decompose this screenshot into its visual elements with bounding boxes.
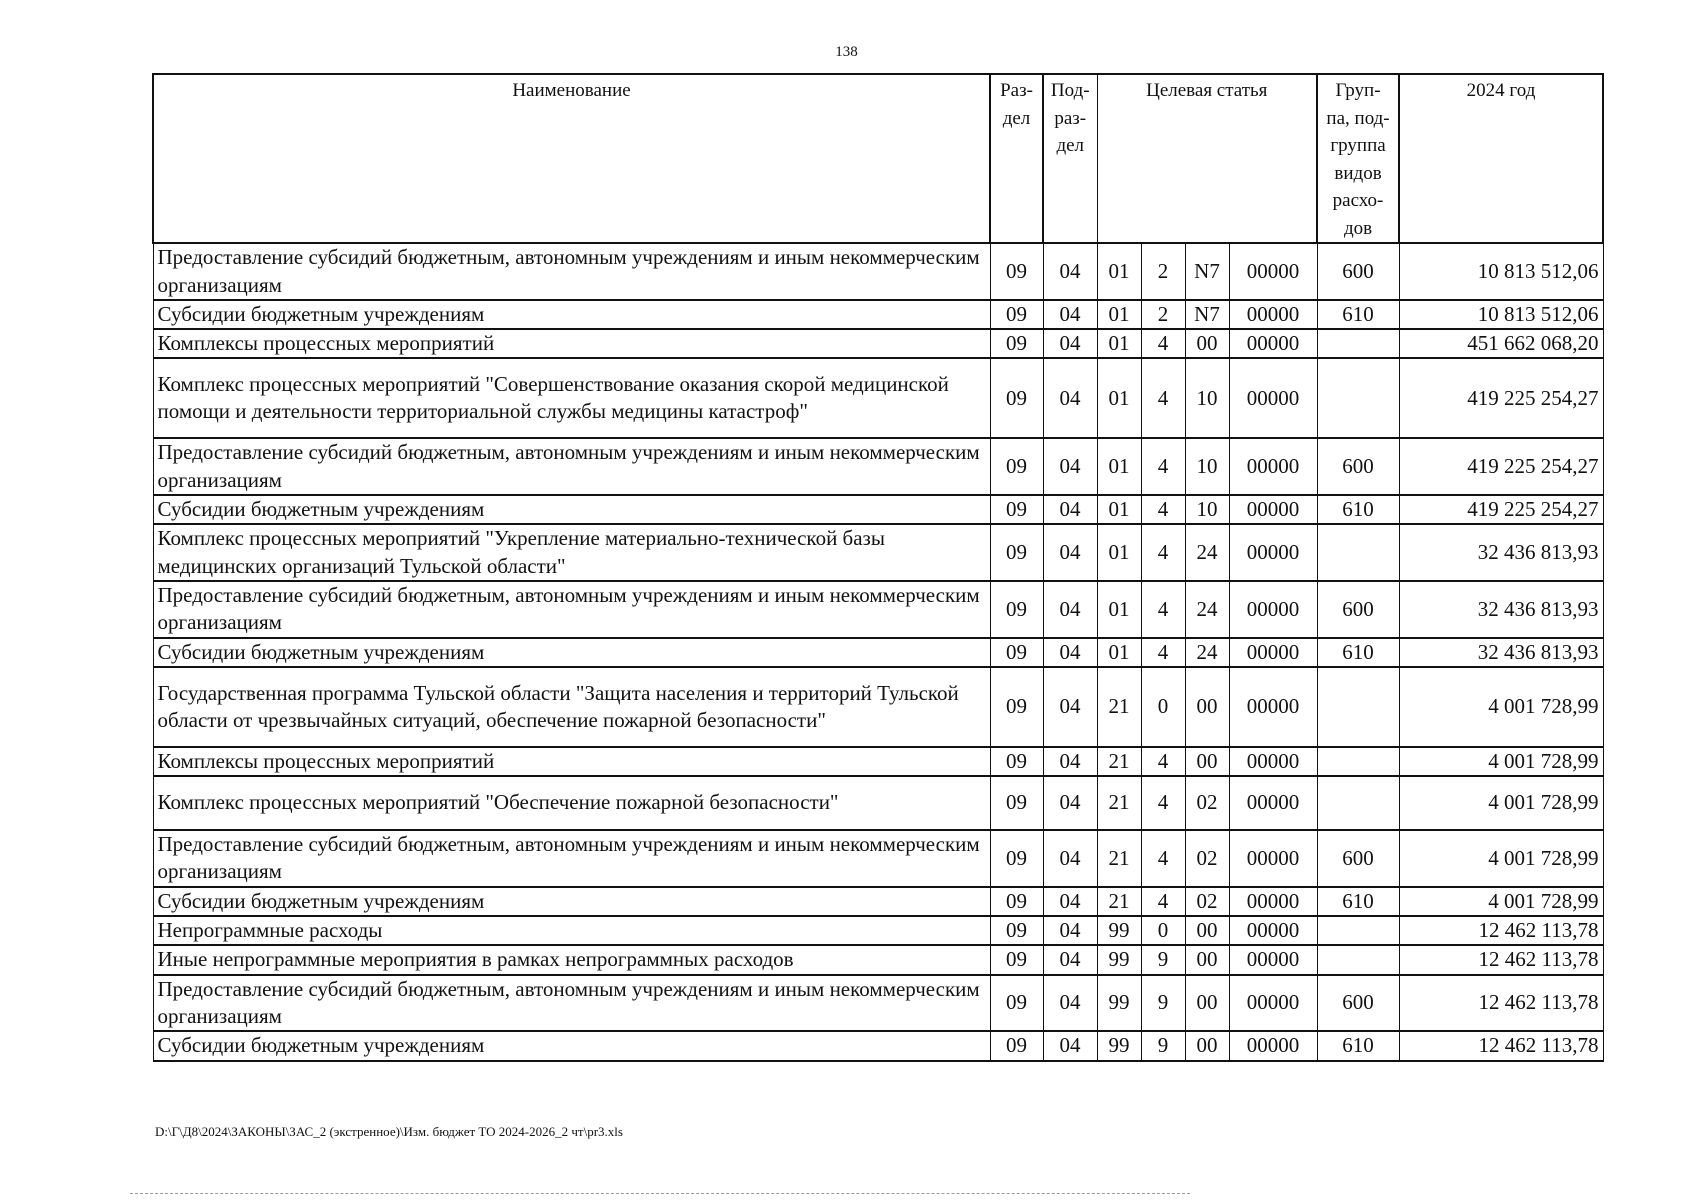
row-expense-direction: 00000 <box>1229 495 1317 524</box>
row-expense-direction: 00000 <box>1229 945 1317 974</box>
row-section: 09 <box>990 1031 1043 1060</box>
row-name: Комплекс процессных мероприятий "Совершенствование оказания скорой медицинской помощи и деятельности территориальной службы медицины катастроф" <box>153 358 990 438</box>
table-row <box>153 887 1603 916</box>
row-subprogram: 4 <box>1141 887 1185 916</box>
row-program: 99 <box>1097 1031 1141 1060</box>
row-amount: 419 225 254,27 <box>1399 438 1603 495</box>
row-name: Непрограммные расходы <box>153 916 990 945</box>
row-program: 21 <box>1097 887 1141 916</box>
row-subsection: 04 <box>1043 300 1097 329</box>
row-program: 99 <box>1097 916 1141 945</box>
row-expense-direction: 00000 <box>1229 916 1317 945</box>
row-expense-direction: 00000 <box>1229 300 1317 329</box>
row-expense-group <box>1317 776 1399 830</box>
row-subprogram: 9 <box>1141 975 1185 1032</box>
row-expense-group <box>1317 747 1399 776</box>
row-section: 09 <box>990 887 1043 916</box>
row-section: 09 <box>990 916 1043 945</box>
row-program: 01 <box>1097 495 1141 524</box>
row-subsection: 04 <box>1043 667 1097 747</box>
row-name: Предоставление субсидий бюджетным, автономным учреждениям и иным некоммерческим организациям <box>153 581 990 638</box>
row-section: 09 <box>990 495 1043 524</box>
row-program: 01 <box>1097 581 1141 638</box>
table-row <box>153 830 1603 887</box>
row-section: 09 <box>990 776 1043 830</box>
row-direction: 24 <box>1185 638 1229 667</box>
table-row <box>153 438 1603 495</box>
row-name: Комплексы процессных мероприятий <box>153 329 990 358</box>
row-program: 21 <box>1097 747 1141 776</box>
row-direction: 10 <box>1185 358 1229 438</box>
row-program: 01 <box>1097 243 1141 300</box>
row-program: 01 <box>1097 524 1141 581</box>
row-expense-direction: 00000 <box>1229 667 1317 747</box>
row-direction: N7 <box>1185 300 1229 329</box>
row-expense-group: 610 <box>1317 495 1399 524</box>
row-direction: N7 <box>1185 243 1229 300</box>
row-expense-group <box>1317 916 1399 945</box>
row-direction: 00 <box>1185 916 1229 945</box>
header-subsection: Под- раз- дел <box>1043 74 1097 243</box>
row-expense-group: 600 <box>1317 975 1399 1032</box>
row-direction: 24 <box>1185 581 1229 638</box>
row-name: Комплекс процессных мероприятий "Обеспечение пожарной безопасности" <box>153 776 990 830</box>
row-amount: 451 662 068,20 <box>1399 329 1603 358</box>
header-target-article: Целевая статья <box>1097 74 1317 243</box>
row-direction: 24 <box>1185 524 1229 581</box>
row-amount: 4 001 728,99 <box>1399 887 1603 916</box>
table-body <box>153 243 1603 1060</box>
row-subprogram: 2 <box>1141 243 1185 300</box>
row-expense-direction: 00000 <box>1229 1031 1317 1060</box>
row-name: Предоставление субсидий бюджетным, автономным учреждениям и иным некоммерческим организациям <box>153 243 990 300</box>
row-program: 01 <box>1097 438 1141 495</box>
row-subsection: 04 <box>1043 438 1097 495</box>
row-subsection: 04 <box>1043 916 1097 945</box>
row-subprogram: 4 <box>1141 747 1185 776</box>
row-program: 21 <box>1097 776 1141 830</box>
row-name: Комплексы процессных мероприятий <box>153 747 990 776</box>
row-subsection: 04 <box>1043 830 1097 887</box>
row-name: Комплекс процессных мероприятий "Укрепление материально-технической базы медицинских организаций Тульской области" <box>153 524 990 581</box>
row-expense-group: 610 <box>1317 887 1399 916</box>
row-amount: 32 436 813,93 <box>1399 638 1603 667</box>
table-row <box>153 638 1603 667</box>
row-direction: 00 <box>1185 945 1229 974</box>
row-name: Субсидии бюджетным учреждениям <box>153 887 990 916</box>
row-expense-direction: 00000 <box>1229 887 1317 916</box>
row-name: Субсидии бюджетным учреждениям <box>153 495 990 524</box>
row-subsection: 04 <box>1043 495 1097 524</box>
row-expense-direction: 00000 <box>1229 747 1317 776</box>
row-expense-direction: 00000 <box>1229 438 1317 495</box>
row-expense-group <box>1317 524 1399 581</box>
row-subprogram: 4 <box>1141 329 1185 358</box>
row-expense-direction: 00000 <box>1229 581 1317 638</box>
row-section: 09 <box>990 438 1043 495</box>
row-section: 09 <box>990 747 1043 776</box>
row-program: 01 <box>1097 358 1141 438</box>
table-row <box>153 975 1603 1032</box>
row-subsection: 04 <box>1043 524 1097 581</box>
page-number: 138 <box>835 44 858 60</box>
row-subprogram: 0 <box>1141 667 1185 747</box>
row-direction: 02 <box>1185 887 1229 916</box>
row-subsection: 04 <box>1043 358 1097 438</box>
row-expense-direction: 00000 <box>1229 329 1317 358</box>
row-name: Государственная программа Тульской области "Защита населения и территорий Тульской области от чрезвычайных ситуаций, обеспечение пожарной безопасности" <box>153 667 990 747</box>
row-subprogram: 4 <box>1141 524 1185 581</box>
row-expense-group <box>1317 329 1399 358</box>
row-amount: 4 001 728,99 <box>1399 667 1603 747</box>
header-expense-group: Груп- па, под- группа видов расхо- дов <box>1317 74 1399 243</box>
row-amount: 419 225 254,27 <box>1399 358 1603 438</box>
row-subsection: 04 <box>1043 243 1097 300</box>
table-row <box>153 524 1603 581</box>
row-subprogram: 4 <box>1141 358 1185 438</box>
row-subsection: 04 <box>1043 1031 1097 1060</box>
table-row <box>153 329 1603 358</box>
row-subprogram: 4 <box>1141 830 1185 887</box>
row-expense-direction: 00000 <box>1229 638 1317 667</box>
row-direction: 10 <box>1185 438 1229 495</box>
row-expense-group: 610 <box>1317 638 1399 667</box>
row-amount: 10 813 512,06 <box>1399 243 1603 300</box>
row-name: Иные непрограммные мероприятия в рамках непрограммных расходов <box>153 945 990 974</box>
row-amount: 12 462 113,78 <box>1399 916 1603 945</box>
row-expense-direction: 00000 <box>1229 524 1317 581</box>
row-subsection: 04 <box>1043 581 1097 638</box>
row-amount: 4 001 728,99 <box>1399 830 1603 887</box>
row-subprogram: 4 <box>1141 581 1185 638</box>
row-amount: 4 001 728,99 <box>1399 776 1603 830</box>
row-expense-group: 600 <box>1317 438 1399 495</box>
row-expense-direction: 00000 <box>1229 975 1317 1032</box>
row-subprogram: 4 <box>1141 638 1185 667</box>
row-subsection: 04 <box>1043 329 1097 358</box>
row-direction: 00 <box>1185 1031 1229 1060</box>
row-direction: 02 <box>1185 776 1229 830</box>
row-section: 09 <box>990 300 1043 329</box>
table-header <box>153 74 1603 243</box>
row-expense-direction: 00000 <box>1229 358 1317 438</box>
row-expense-group: 610 <box>1317 300 1399 329</box>
row-subprogram: 0 <box>1141 916 1185 945</box>
row-direction: 00 <box>1185 747 1229 776</box>
row-section: 09 <box>990 329 1043 358</box>
row-direction: 00 <box>1185 329 1229 358</box>
row-direction: 02 <box>1185 830 1229 887</box>
row-expense-group: 600 <box>1317 830 1399 887</box>
row-subsection: 04 <box>1043 638 1097 667</box>
table-row <box>153 1031 1603 1060</box>
row-amount: 419 225 254,27 <box>1399 495 1603 524</box>
row-section: 09 <box>990 243 1043 300</box>
row-subprogram: 9 <box>1141 945 1185 974</box>
row-subsection: 04 <box>1043 975 1097 1032</box>
row-section: 09 <box>990 638 1043 667</box>
row-subprogram: 4 <box>1141 495 1185 524</box>
table-row <box>153 945 1603 974</box>
row-section: 09 <box>990 581 1043 638</box>
row-expense-group <box>1317 667 1399 747</box>
row-name: Субсидии бюджетным учреждениям <box>153 300 990 329</box>
row-program: 01 <box>1097 638 1141 667</box>
row-amount: 4 001 728,99 <box>1399 747 1603 776</box>
row-name: Субсидии бюджетным учреждениям <box>153 638 990 667</box>
row-subprogram: 9 <box>1141 1031 1185 1060</box>
row-name: Предоставление субсидий бюджетным, автономным учреждениям и иным некоммерческим организациям <box>153 438 990 495</box>
row-expense-direction: 00000 <box>1229 776 1317 830</box>
row-expense-group: 600 <box>1317 581 1399 638</box>
row-name: Предоставление субсидий бюджетным, автономным учреждениям и иным некоммерческим организациям <box>153 830 990 887</box>
table-row <box>153 243 1603 300</box>
row-program: 01 <box>1097 300 1141 329</box>
row-amount: 32 436 813,93 <box>1399 524 1603 581</box>
row-direction: 00 <box>1185 975 1229 1032</box>
row-name: Субсидии бюджетным учреждениям <box>153 1031 990 1060</box>
table-row <box>153 495 1603 524</box>
file-path-footer: D:\Г\Д8\2024\ЗАКОНЫ\ЗАС_2 (экстренное)\Изм. бюджет ТО 2024-2026_2 чт\pr3.xls <box>155 1124 623 1139</box>
header-year-2024: 2024 год <box>1399 74 1603 243</box>
row-section: 09 <box>990 830 1043 887</box>
row-expense-group <box>1317 358 1399 438</box>
row-program: 99 <box>1097 945 1141 974</box>
row-subsection: 04 <box>1043 747 1097 776</box>
row-amount: 12 462 113,78 <box>1399 1031 1603 1060</box>
header-section: Раз- дел <box>990 74 1043 243</box>
row-direction: 00 <box>1185 667 1229 747</box>
table-row <box>153 667 1603 747</box>
row-program: 21 <box>1097 667 1141 747</box>
row-subprogram: 4 <box>1141 438 1185 495</box>
row-expense-group: 600 <box>1317 243 1399 300</box>
row-program: 01 <box>1097 329 1141 358</box>
scan-artifact-line <box>130 1193 1190 1194</box>
row-subsection: 04 <box>1043 945 1097 974</box>
row-direction: 10 <box>1185 495 1229 524</box>
table-row <box>153 300 1603 329</box>
budget-table <box>152 73 1604 1062</box>
row-section: 09 <box>990 358 1043 438</box>
row-subprogram: 2 <box>1141 300 1185 329</box>
table-row <box>153 776 1603 830</box>
row-amount: 12 462 113,78 <box>1399 945 1603 974</box>
row-amount: 32 436 813,93 <box>1399 581 1603 638</box>
row-subsection: 04 <box>1043 776 1097 830</box>
header-name: Наименование <box>153 74 990 243</box>
row-expense-group <box>1317 945 1399 974</box>
row-expense-direction: 00000 <box>1229 243 1317 300</box>
row-name: Предоставление субсидий бюджетным, автономным учреждениям и иным некоммерческим организациям <box>153 975 990 1032</box>
row-subprogram: 4 <box>1141 776 1185 830</box>
row-section: 09 <box>990 975 1043 1032</box>
table-row <box>153 581 1603 638</box>
row-subsection: 04 <box>1043 887 1097 916</box>
row-program: 21 <box>1097 830 1141 887</box>
table-row <box>153 916 1603 945</box>
row-section: 09 <box>990 945 1043 974</box>
row-program: 99 <box>1097 975 1141 1032</box>
row-section: 09 <box>990 667 1043 747</box>
row-expense-direction: 00000 <box>1229 830 1317 887</box>
table-row <box>153 747 1603 776</box>
row-amount: 10 813 512,06 <box>1399 300 1603 329</box>
row-section: 09 <box>990 524 1043 581</box>
row-amount: 12 462 113,78 <box>1399 975 1603 1032</box>
row-expense-group: 610 <box>1317 1031 1399 1060</box>
table-row <box>153 358 1603 438</box>
